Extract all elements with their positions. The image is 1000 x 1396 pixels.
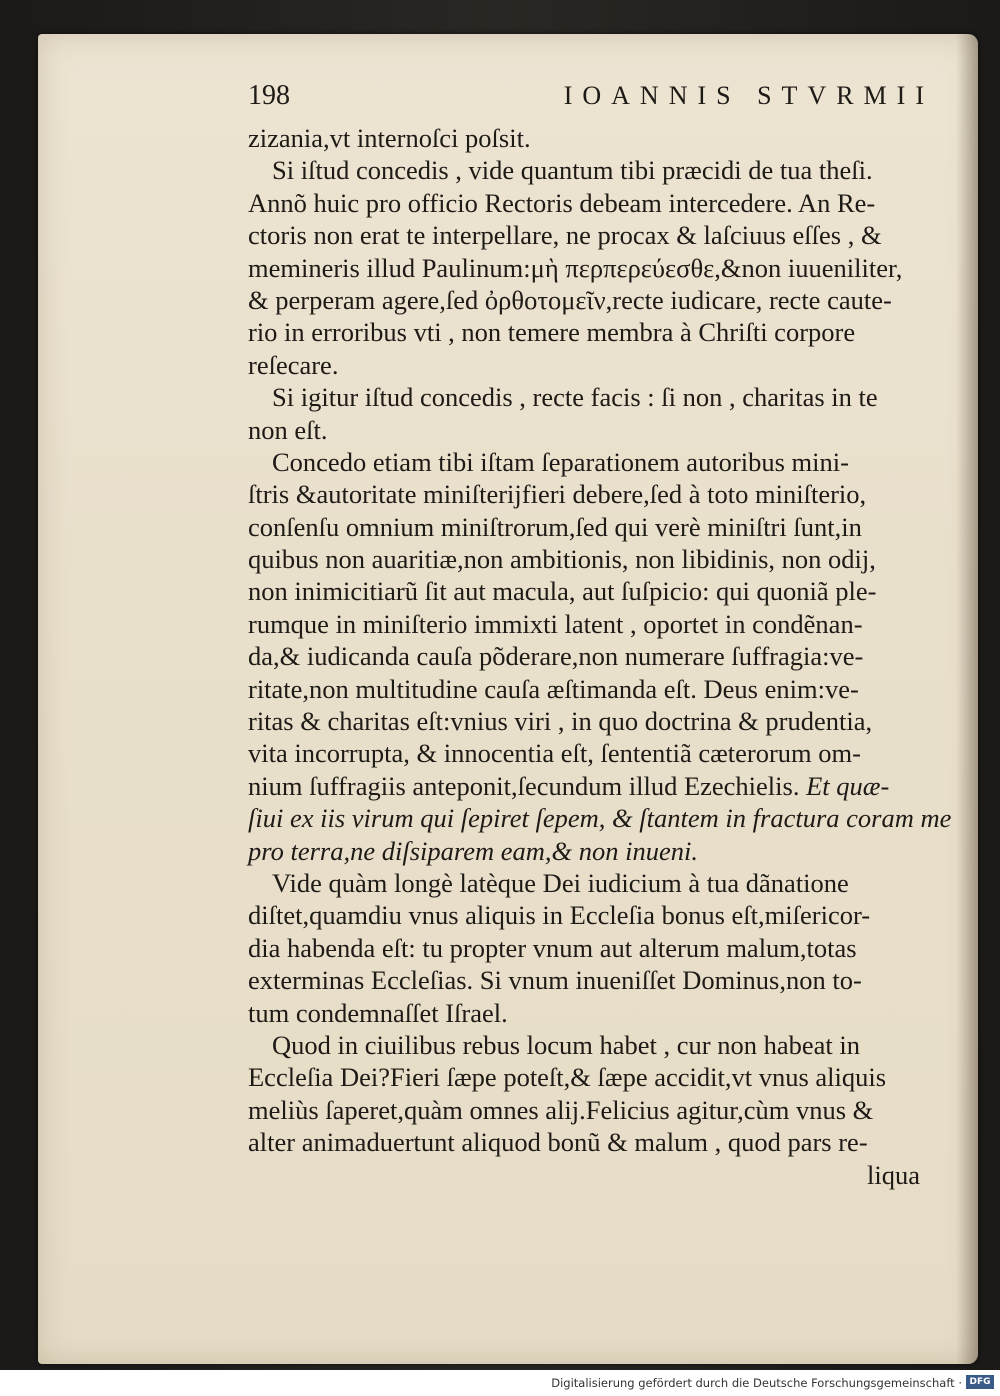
text-line: meliùs ſaperet,quàm omnes alij.Felicius agitur,cùm vnus & (248, 1094, 874, 1125)
text-line: ritate,non multitudine cauſa æſtimanda eſt. Deus enim:ve- (248, 673, 859, 704)
text-line: dia habenda eſt: tu propter vnum aut alterum malum,totas (248, 932, 857, 963)
text-line: Concedo etiam tibi iſtam ſeparationem autoribus mini- (272, 446, 849, 477)
text-line: rio in erroribus vti , non temere membra à Chriſti corpore (248, 317, 856, 348)
text-line: Eccleſia Dei?Fieri ſæpe poteſt,& ſæpe accidit,vt vnus aliquis (248, 1062, 887, 1093)
text-line: ſtris &autoritate miniſterijfieri debere,ſed à toto miniſterio, (248, 479, 867, 510)
text-line: memineris illud Paulinum:μὴ περπερεύεσθε,&non iuueniliter, (248, 252, 903, 283)
running-head: IOANNIS STVRMII (563, 81, 934, 110)
text-line-with-italic (248, 770, 928, 802)
digitization-footer (0, 1370, 1000, 1396)
text-line: quibus non auaritiæ,non ambitionis, non libidinis, non odij, (248, 544, 876, 575)
text-line: non inimicitiarũ ſit aut macula, aut ſuſpicio: qui quoniã ple- (248, 576, 877, 607)
text-line: alter animaduertunt aliquod bonũ & malum , quod pars re- (248, 1127, 868, 1158)
funding-credit: Digitalisierung gefördert durch die Deutsche Forschungsgemeinschaft · (551, 1376, 962, 1390)
italic-quote-line: ſiui ex iis virum qui ſepiret ſepem, & ſtantem in fractura coram me (248, 803, 952, 834)
text-line: da,& iudicanda cauſa põderare,non numerare ſuffragia:ve- (248, 641, 864, 672)
text-line: Si iſtud concedis , vide quantum tibi præcidi de tua theſi. (272, 155, 873, 186)
text-line: ctoris non erat te interpellare, ne procax & laſciuus eſſes , & (248, 220, 882, 251)
italic-quote-line: pro terra,ne diſsiparem eam,& non inueni. (248, 835, 698, 866)
text-line: Annõ huic pro officio Rectoris debeam intercedere. An Re- (248, 187, 876, 218)
text-line: exterminas Eccleſias. Si vnum inueniſſet Dominus,non to- (248, 965, 862, 996)
text-line: rumque in miniſterio immixti latent , oportet in condẽnan- (248, 608, 863, 639)
page-number: 198 (248, 80, 290, 111)
italic-quote-start: Et quæ- (806, 770, 890, 801)
text-line: Vide quàm longè latèque Dei iudicium à tua dãnatione (272, 867, 849, 898)
text-line: Quod in ciuilibus rebus locum habet , cur non habeat in (272, 1029, 861, 1060)
text-line: non eſt. (248, 414, 328, 445)
text-line: zizania,vt internoſci poſsit. (248, 123, 531, 153)
dfg-logo: DFG (966, 1375, 994, 1389)
text-line: vita incorrupta, & innocentia eſt, ſententiã cæterorum om- (248, 738, 861, 769)
page-header (248, 80, 934, 120)
text-line: & perperam agere,ſed ὀρθοτομεῖν,recte iudicare, recte caute- (248, 284, 892, 315)
catchword: liqua (867, 1159, 920, 1190)
text-line: reſecare. (248, 349, 339, 380)
text-line: tum condemnaſſet Iſrael. (248, 997, 508, 1028)
text-line: diſtet,quamdiu vnus aliquis in Eccleſia bonus eſt,miſericor- (248, 900, 871, 931)
page-gutter-shadow (956, 34, 978, 1364)
text-line-roman-part: nium ſuffragiis anteponit,ſecundum illud Ezechielis. (248, 770, 800, 801)
text-line: Si igitur iſtud concedis , recte facis : ſi non , charitas in te (272, 382, 878, 413)
text-line: ritas & charitas eſt:vnius viri , in quo doctrina & prudentia, (248, 706, 873, 737)
page-text-block (248, 80, 952, 1191)
text-line: conſenſu omnium miniſtrorum,ſed qui verè miniſtri ſunt,in (248, 511, 862, 542)
